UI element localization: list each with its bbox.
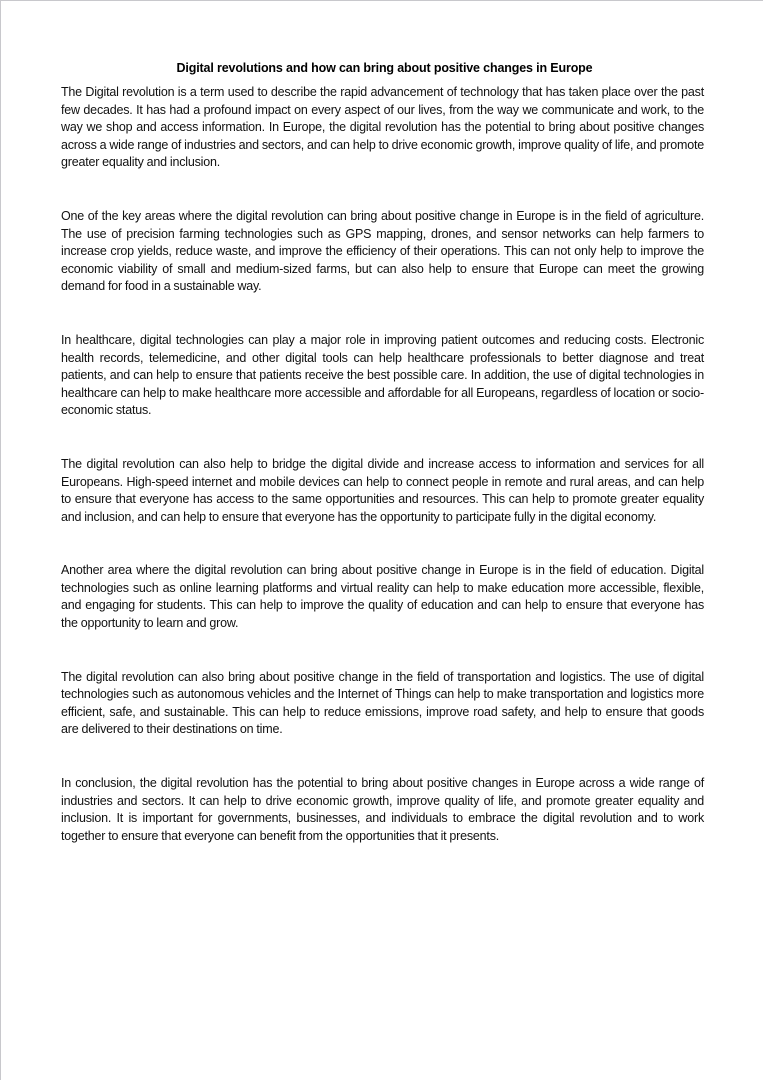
document-body	[61, 84, 704, 881]
paragraph-healthcare: In healthcare, digital technologies can play a major role in improving patient outcomes and reducing costs. Electronic health records, telemedicine, and other digital tools can help healthcare professionals to better diagnose and treat patients, and can help to ensure that patients receive the best possible care. In addition, the use of digital technologies in healthcare can help to make healthcare more accessible and affordable for all Europeans, regardless of location or socio-economic status.	[61, 332, 704, 418]
paragraph-conclusion: In conclusion, the digital revolution has the potential to bring about positive changes in Europe across a wide range of industries and sectors. It can help to drive economic growth, improve quality of life, and promote greater equality and inclusion. It is important for governments, businesses, and individuals to embrace the digital revolution and to work together to ensure that everyone can benefit from the opportunities that it presents.	[61, 776, 704, 843]
paragraph-agriculture: One of the key areas where the digital revolution can bring about positive change in Europe is in the field of agriculture. The use of precision farming technologies such as GPS mapping, drones, and sensor networks can help farmers to increase crop yields, reduce waste, and improve the efficiency of their operations. This can not only help to improve the economic viability of small and medium-sized farms, but can also help to ensure that Europe can meet the growing demand for food in a sustainable way.	[61, 208, 704, 294]
paragraph-introduction: The Digital revolution is a term used to describe the rapid advancement of technology that has taken place over the past few decades. It has had a profound impact on every aspect of our lives, from the way we communicate and work, to the way we shop and access information. In Europe, the digital revolution has the potential to bring about positive changes across a wide range of industries and sectors, and can help to drive economic growth, improve quality of life, and promote greater equality and inclusion.	[61, 85, 704, 170]
paragraph-digital-divide: The digital revolution can also help to bridge the digital divide and increase access to information and services for all Europeans. High-speed internet and mobile devices can help to connect people in remote and rural areas, and can help to ensure that everyone has access to the same opportunities and resources. This can help to promote greater equality and inclusion, and can help to ensure that everyone has the opportunity to participate fully in the digital economy.	[61, 456, 704, 524]
paragraph-education: Another area where the digital revolution can bring about positive change in Europe is in the field of education. Digital technologies such as online learning platforms and virtual reality can help to make education more accessible, flexible, and engaging for students. This can help to improve the quality of education and can help to ensure that everyone has the opportunity to learn and grow.	[61, 563, 704, 631]
paragraph-transportation: The digital revolution can also bring about positive change in the field of transportation and logistics. The use of digital technologies such as autonomous vehicles and the Internet of Things can help to make transportation and logistics more efficient, safe, and sustainable. This can help to reduce emissions, improve road safety, and help to ensure that goods are delivered to their destinations on time.	[61, 669, 704, 737]
document-title: Digital revolutions and how can bring about positive changes in Europe	[176, 61, 593, 75]
